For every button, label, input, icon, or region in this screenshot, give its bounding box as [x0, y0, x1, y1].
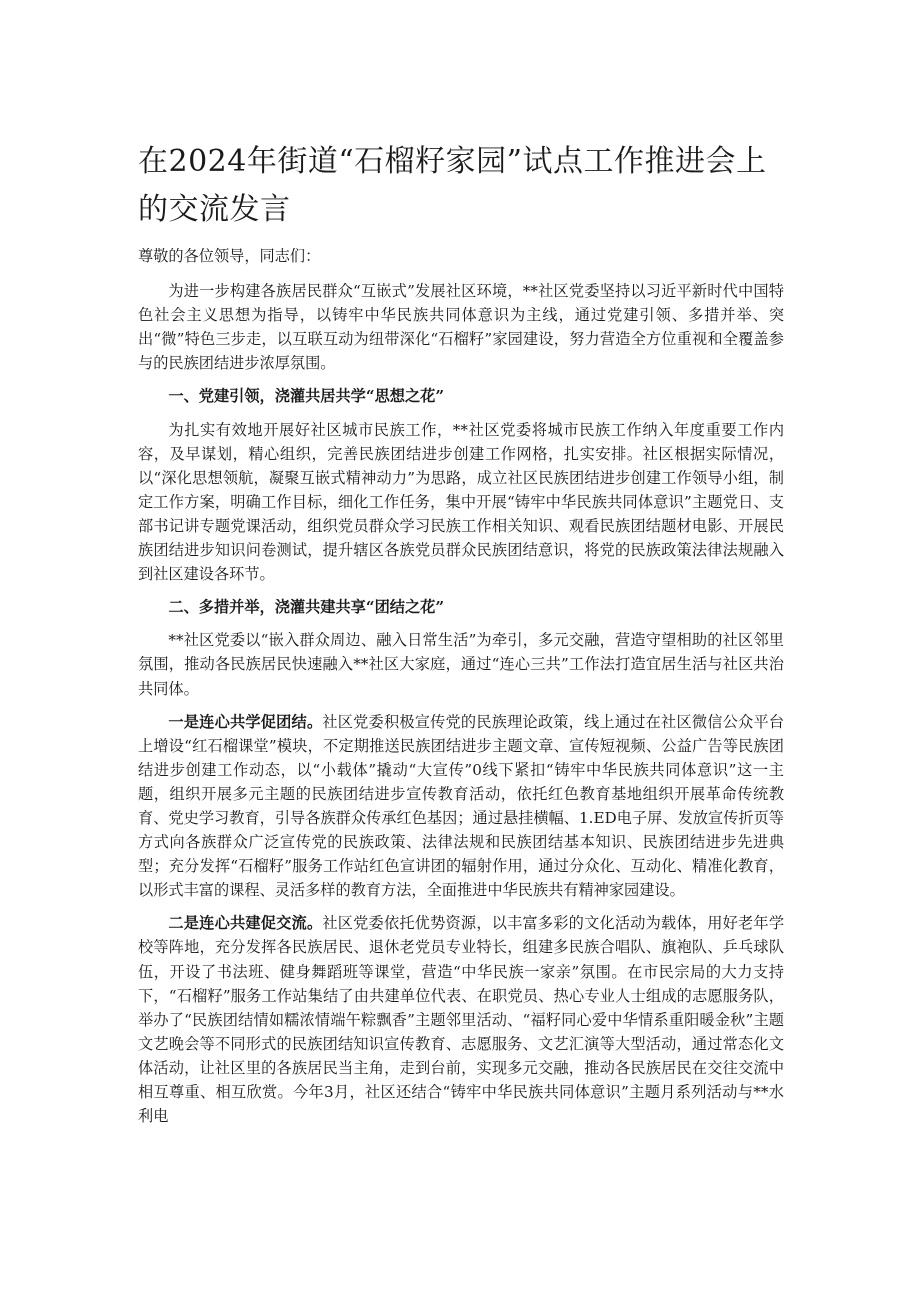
salutation: 尊敬的各位领导，同志们：: [138, 247, 321, 265]
item-2-lead: 二是连心共建促交流。: [168, 914, 323, 933]
section-1-paragraph: 为扎实有效地开展好社区城市民族工作，**社区党委将城市民族工作纳入年度重要工作内容，及早谋划，精心组织，完善民族团结进步创建工作网格，扎实安排。社区根据实际情况，以“深化思想领航，凝聚互嵌式精神动力”为思路，成立社区民族团结进步创建工作领导小组，制定工作方案，明确工作目标，细化工作任务，集中开展“铸牢中华民族共同体意识”主题党日、支部书记讲专题党课活动，组织党员群众学习民族工作相关知识、观看民族团结题材电影、开展民族团结进步知识问卷测试，提升辖区各族党员群众民族团结意识，将党的民族政策法律法规融入到社区建设各环节。: [138, 420, 784, 584]
section-2-paragraph: **社区党委以“嵌入群众周边、融入日常生活”为牵引，多元交融，营造守望相助的社区邻里氛围，推动各民族居民快速融入**社区大家庭，通过“连心三共”工作法打造宜居生活与社区共治共同体。: [138, 631, 784, 698]
section-2-item-2: [138, 911, 784, 1128]
item-2-text: 社区党委依托优势资源，以丰富多彩的文化活动为载体，用好老年学校等阵地，充分发挥各民族居民、退休老党员专业特长，组建多民族合唱队、旗袍队、乒乓球队伍，开设了书法班、健身舞蹈班等课堂，营造“中华民族一家亲”氛围。在市民宗局的大力支持下，“石榴籽”服务工作站集结了由共建单位代表、在职党员、热心专业人士组成的志愿服务队，举办了“民族团结情如糯浓情端午粽飘香”主题邻里活动、“福籽同心爱中华情系重阳暖金秋”主题文艺晚会等不同形式的民族团结知识宣传教育、志愿服务、文艺汇演等大型活动，通过常态化文体活动，让社区里的各族居民当主角，走到台前，实现多元交融，推动各民族居民在交往交流中相互尊重、相互欣赏。今年3月，社区还结合“铸牢中华民族共同体意识”主题月系列活动与**水利电: [138, 914, 785, 1126]
section-2-heading: 二、多措并举，浇灌共建共享“团结之花”: [168, 598, 445, 617]
item-1-text: 社区党委积极宣传党的民族理论政策，线上通过在社区微信公众平台上增设“红石榴课堂”模块，不定期推送民族团结进步主题文章、宣传短视频、公益广告等民族团结进步创建工作动态，以“小载体”撬动“大宣传”0线下紧扣“铸牢中华民族共同体意识”这一主题，组织开展多元主题的民族团结进步宣传教育活动，依托红色教育基地组织开展革命传统教育、党史学习教育，引导各族群众传承红色基因；通过悬挂横幅、1.ED电子屏、发放宣传折页等方式向各族群众广泛宣传党的民族政策、法律法规和民族团结基本知识、民族团结进步先进典型；充分发挥“石榴籽”服务工作站红色宣讲团的辐射作用，通过分众化、互动化、精准化教育，以形式丰富的课程、灵活多样的教育方法，全面推进中华民族共有精神家园建设。: [138, 712, 785, 900]
section-1-heading: 一、党建引领，浇灌共居共学“思想之花”: [168, 387, 445, 406]
document-body: [138, 244, 784, 1137]
document-title: 在2024年街道“石榴籽家园”试点工作推进会上的交流发言: [138, 144, 767, 227]
item-1-lead: 一是连心共学促团结。: [168, 712, 323, 731]
intro-paragraph: 为进一步构建各族居民群众“互嵌式”发展社区环境，**社区党委坚持以习近平新时代中国特色社会主义思想为指导，以铸牢中华民族共同体意识为主线，通过党建引领、多措并举、突出“微”特色三步走，以互联互动为纽带深化“石榴籽”家园建设，努力营造全方位重视和全覆盖参与的民族团结进步浓厚氛围。: [138, 282, 784, 373]
section-2-item-1: [138, 710, 784, 903]
